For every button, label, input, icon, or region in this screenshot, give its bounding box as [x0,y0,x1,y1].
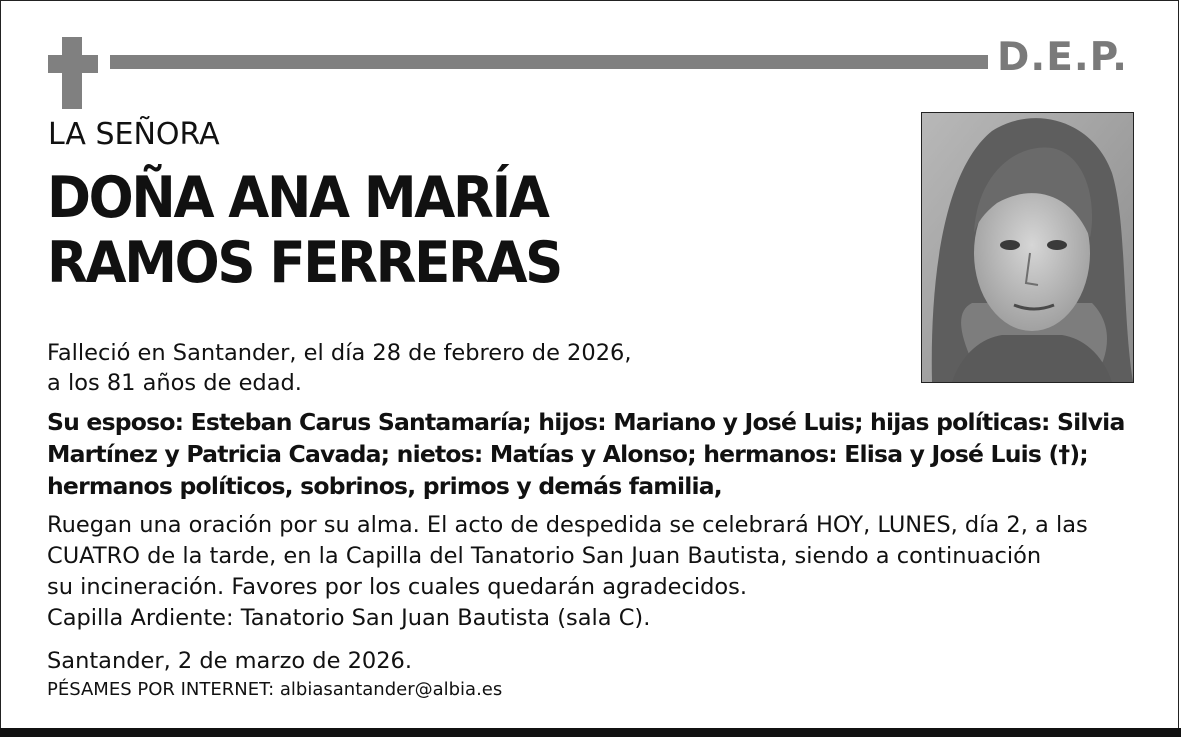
body-line-4: Capilla Ardiente: Tanatorio San Juan Bautista (sala C). [47,605,651,631]
ceremony-details [47,510,1147,634]
honorific-title: LA SEÑORA [48,117,220,152]
body-line-3: su incineración. Favores por los cuales quedarán agradecidos. [47,574,747,600]
death-notice-intro [47,338,631,398]
family-line-2: Martínez y Patricia Cavada; nietos: Matías y Alonso; hermanos: Elisa y José Luis (†); [47,440,1088,468]
intro-line-2: a los 81 años de edad. [47,370,302,396]
intro-line-1: Falleció en Santander, el día 28 de febrero de 2026, [47,340,632,366]
body-line-1: Ruegan una oración por su alma. El acto de despedida se celebrará HOY, LUNES, día 2, a las [47,512,1088,538]
name-line-2: RAMOS FERRERAS [47,230,562,296]
notice-date: Santander, 2 de marzo de 2026. [47,648,412,674]
body-line-2: CUATRO de la tarde, en la Capilla del Tanatorio San Juan Bautista, siendo a continuación [47,543,1042,569]
deceased-name [47,167,561,297]
family-members [47,406,1125,502]
family-line-1: Su esposo: Esteban Carus Santamaría; hijos: Mariano y José Luis; hijas políticas: Silvia [47,408,1125,436]
name-line-1: DOÑA ANA MARÍA [47,165,548,231]
bottom-border-bar [0,728,1181,737]
dep-label: D.E.P. [997,35,1128,80]
family-line-3: hermanos políticos, sobrinos, primos y demás familia, [47,472,722,500]
portrait-photo [921,112,1134,383]
condolences-contact: PÉSAMES POR INTERNET: albiasantander@albia.es [47,679,503,700]
header-rule [110,55,988,69]
